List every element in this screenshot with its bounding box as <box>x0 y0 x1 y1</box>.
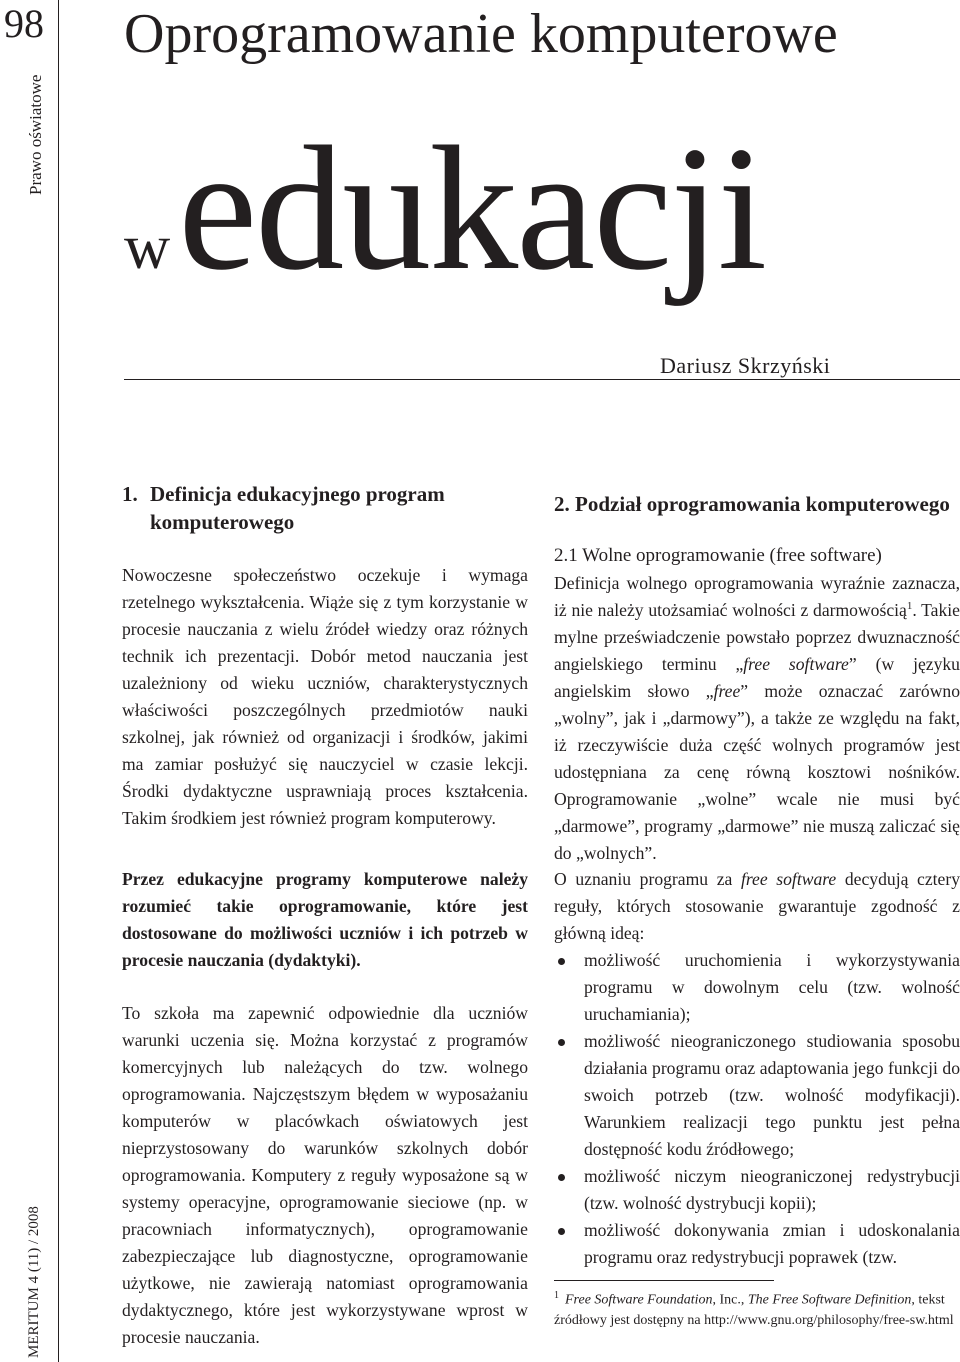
journal-label: MERITUM 4 (11) / 2008 <box>26 1206 42 1358</box>
footnote-1 <box>554 1286 960 1331</box>
section-1-heading <box>122 480 542 536</box>
title-word-edukacji: edukacji <box>178 109 766 307</box>
section-2-heading: 2. Podział oprogramowania komputerowego <box>554 492 950 516</box>
section-2-1-heading: 2.1 Wolne oprogramowanie (free software) <box>554 545 882 566</box>
list-item <box>554 1028 960 1163</box>
article-title-line-2 <box>124 109 766 354</box>
p1-text-d: ” może oznaczać zarówno „wolny”, jak i „darmowy”), a także ze względu na fakt, iż rzeczywiście duża część wolnych programów jest udostępniana za cenę równą kosztowi nośników. Oprogramowanie „wolne” wcale nie musi być „darmowe”, programy „darmowe” nie muszą zaliczać się do „wolnych”. <box>554 681 960 863</box>
section-1-heading-line-2: komputerowego <box>150 510 295 534</box>
author-name: Dariusz Skrzyński <box>660 353 831 378</box>
list-item-text: możliwość nieograniczonego studiowania sposobu działania programu oraz adaptowania jego funkcji do swoich potrzeb (tzw. wolność modyfikacji). Warunkiem realizacji tego punktu jest pełna dostępność kodu źródłowego; <box>584 1031 960 1159</box>
page-number: 98 <box>4 1 44 46</box>
section-2-1-paragraph-2 <box>554 866 960 947</box>
freedoms-list <box>554 947 960 1271</box>
bullet-icon <box>558 1228 565 1235</box>
section-1-number: 1. <box>122 482 138 506</box>
author-rule <box>124 379 960 380</box>
section-2-1-paragraph-1-block <box>554 570 960 867</box>
footnote-text-2: , tekst źródłowy jest dostępny na http://www.gnu.org/philosophy/free-sw.html <box>554 1292 954 1328</box>
p2-text-b: decydują cztery reguły, których stosowanie gwarantuje zgodność z główną ideą: <box>554 869 960 943</box>
footnote-org: Free Software Foundation <box>565 1292 713 1308</box>
bullet-icon <box>558 958 565 965</box>
section-2-1-paragraph-1 <box>554 570 960 867</box>
title-word-w: w <box>124 211 171 282</box>
footnote-number: 1 <box>554 1290 559 1301</box>
bullet-icon <box>558 1174 565 1181</box>
section-1-paragraph-1: Nowoczesne społeczeństwo oczekuje i wymaga rzetelnego wykształcenia. Wiąże się z tym korzystanie w procesie nauczania z wielu źródeł wiedzy oraz różnych technik ich prezentacji. Dobór metod nauczania jest uzależniony od wieku uczniów, charakterystycznych właściwości poszczególnych przedmiotów nauki szkolnej, jak również od organizacji i środków, jakimi ma zamiar posłużyć się nauczyciel w czasie lekcji. Środki dydaktyczne usprawniają proces kształcenia. Takim środkiem jest również program komputerowy. <box>122 565 528 828</box>
article-title-line-1: Oprogramowanie komputerowe <box>124 3 838 65</box>
list-item <box>554 1217 960 1271</box>
term-free-software: free software <box>743 654 849 674</box>
section-label: Prawo oświatowe <box>26 74 45 195</box>
footnote-ref-1: 1 <box>906 600 913 613</box>
footnote-rule <box>554 1280 774 1281</box>
p1-text-b: . Takie mylne przeświadczenie powstało poprzez dwuznaczność angielskiego terminu „ <box>554 600 960 674</box>
list-item-text: możliwość dokonywania zmian i udoskonalania programu oraz redystrybucji poprawek (tzw. <box>584 1220 960 1267</box>
footnote-title: The Free Software Definition <box>747 1292 912 1308</box>
sidebar-divider <box>58 0 59 1362</box>
list-item-text: możliwość niczym nieograniczonej redystrybucji (tzw. wolność dystrybucji kopii); <box>584 1166 960 1213</box>
term-free: free <box>713 681 741 701</box>
section-1-paragraph-2-block <box>122 1000 528 1351</box>
emphasis-paragraph: Przez edukacyjne programy komputerowe należy rozumieć takie oprogramowanie, które jest dostosowane do możliwości uczniów i ich potrzeb w procesie nauczania (dydaktyki). <box>122 869 528 970</box>
list-item <box>554 947 960 1028</box>
bullet-icon <box>558 1039 565 1046</box>
term-free-software-2: free software <box>740 869 837 889</box>
p2-text-a: O uznaniu programu za <box>554 869 741 889</box>
list-item-text: możliwość uruchomienia i wykorzystywania programu w dowolnym celu (tzw. wolność uruchamiania); <box>584 950 960 1024</box>
p1-text-c: ” (w języku angielskim słowo „ <box>554 654 960 701</box>
section-2-1-paragraph-2-block <box>554 866 960 1271</box>
section-1-heading-line-1: Definicja edukacyjnego program <box>150 482 445 506</box>
section-1-paragraph-2: To szkoła ma zapewnić odpowiednie dla uczniów warunki uczenia się. Można korzystać z programów komercyjnych lub należących do tzw. wolnego oprogramowania. Najczęstszym błędem w wyposażaniu komputerów w placówkach oświatowych jest nieprzystosowany do warunków szkolnych dobór oprogramowania. Komputery z reguły wyposażone są w systemy operacyjne, oprogramowanie sieciowe (np. w pracowniach informatycznych), oprogramowanie zabezpieczające lub diagnostyczne, oprogramowanie użytkowe, nie zawierają natomiast oprogramowania dydaktycznego, które jest wykorzystywane wprost w procesie nauczania. <box>122 1003 528 1347</box>
emphasis-block <box>122 866 528 974</box>
footnote-text-1: , Inc., <box>712 1292 748 1308</box>
section-1-paragraph-1-block <box>122 562 528 832</box>
list-item <box>554 1163 960 1217</box>
p1-text-a: Definicja wolnego oprogramowania wyraźnie zaznacza, iż nie należy utożsamiać wolności z darmowością <box>554 573 960 620</box>
